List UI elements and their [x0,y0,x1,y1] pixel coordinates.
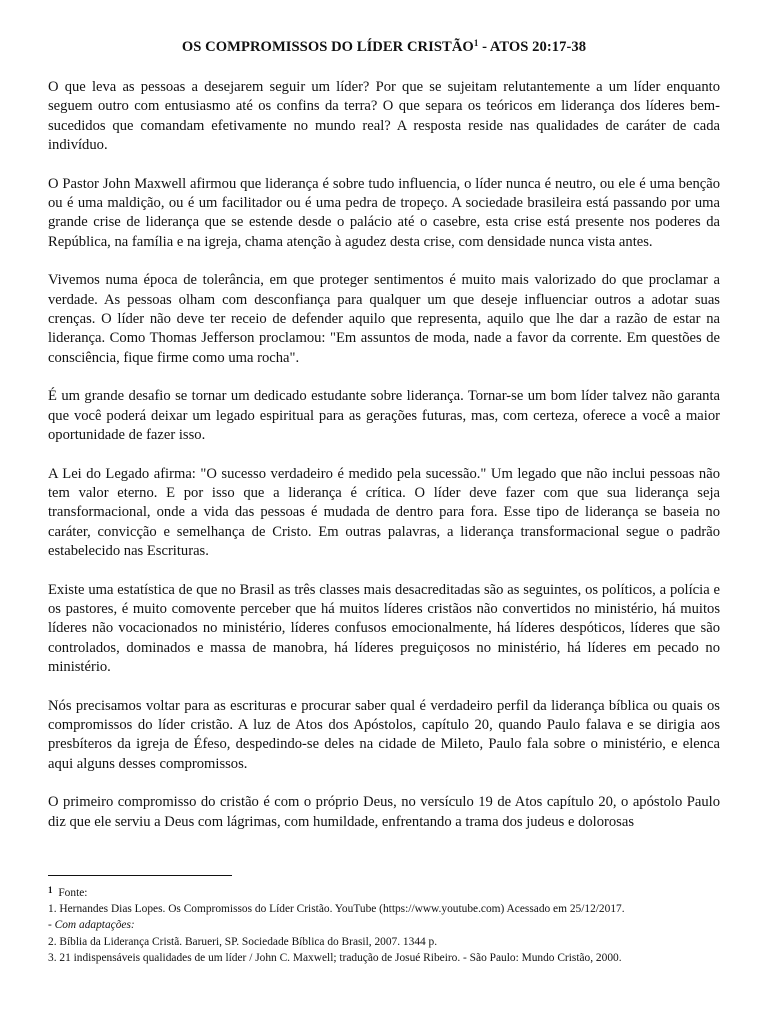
page-title [48,38,720,57]
paragraph-8: O primeiro compromisso do cristão é com o próprio Deus, no versículo 19 de Atos capítulo 20, o apóstolo Paulo diz que ele serviu a Deus com lágrimas, com humildade, enfrentando a trama dos judeus e dolorosas [48,794,720,830]
document-page [48,38,720,852]
title-text: OS COMPROMISSOS DO LÍDER CRISTÃO [181,39,474,55]
footnote-mark: 1 [48,885,53,895]
footnote-line-2: - Com adaptações: [48,919,135,932]
footnotes-section [48,875,720,966]
paragraph-1: O que leva as pessoas a desejarem seguir um líder? Por que se sujeitam relutantemente a um líder enquanto seguem outro com entusiasmo até os confins da terra? O que separa os teóricos em liderança dos líderes bem-sucedidos que comandam efetivamente no mundo real? A resposta reside nas qualidades de caráter de cada indivíduo. [48,79,720,153]
footnote-line-4: 3. 21 indispensáveis qualidades de um líder / John C. Maxwell; tradução de Josué Ribeiro. - São Paulo: Mundo Cristão, 2000. [48,951,622,964]
paragraph-5: A Lei do Legado afirma: "O sucesso verdadeiro é medido pela sucessão." Um legado que não inclui pessoas não tem valor eterno. E por isso que a liderança é crítica. O líder deve fazer com que sua liderança seja transformacional, onde a vida das pessoas é mudada de dentro para fora. Esse tipo de liderança se baseia no caráter, convicção e semelhança de Cristo. Em outras palavras, a liderança transformacional segue o padrão estabelecido nas Escrituras. [48,465,720,559]
footnote-line-3: 2. Bíblia da Liderança Cristã. Barueri, SP. Sociedade Bíblica do Brasil, 2007. 1344 p. [48,935,438,948]
footnote-heading-text: Fonte: [55,887,88,899]
title-footnote-mark[interactable]: 1 [473,38,479,48]
paragraph-4: É um grande desafio se tornar um dedicado estudante sobre liderança. Tornar-se um bom líder talvez não garanta que você poderá deixar um legado espiritual para as gerações futuras, mas, com certeza, oferece a você a maior oportunidade de fazer isso. [48,388,720,443]
footnote-divider [48,875,232,876]
paragraph-6: Existe uma estatística de que no Brasil as três classes mais desacreditadas são as seguintes, os políticos, a polícia e os pastores, é muito comovente perceber que há muitos líderes cristãos não convertidos no ministério, há muitos líderes não vocacionados no ministério, líderes confusos emocionalmente, há líderes despóticos, líderes que são controlados, dominados e massa de manobra, há líderes preguiçosos no ministério, há líderes em pecado no ministério. [48,581,720,675]
title-suffix: - ATOS 20:17-38 [478,39,587,55]
paragraph-7: Nós precisamos voltar para as escrituras e procurar saber qual é verdadeiro perfil da liderança bíblica ou quais os compromissos do líder cristão. A luz de Atos dos Apóstolos, capítulo 20, quando Paulo falava e se dirigia aos presbíteros da igreja de Éfeso, despedindo-se deles na cidade de Mileto, Paulo fala sobre o ministério, e elenca aqui alguns desses compromissos. [48,697,720,772]
footnote-line-1: 1. Hernandes Dias Lopes. Os Compromissos do Líder Cristão. YouTube (https://www.youtube.com) Acessado em 25/12/2017. [48,903,625,916]
footnote-heading [48,882,720,901]
paragraph-2: O Pastor John Maxwell afirmou que liderança é sobre tudo influencia, o líder nunca é neutro, ou ele é uma benção ou é uma maldição, ou é um facilitador ou é uma pedra de tropeço. A sociedade brasileira está passando por uma grande crise de liderança que se estende desde o palácio até o casebre, esta crise está presente nos poderes da República, na família e na igreja, chama atenção à agudez desta crise, com densidade nunca vista antes. [48,175,720,250]
paragraph-3: Vivemos numa época de tolerância, em que proteger sentimentos é muito mais valorizado do que proclamar a verdade. As pessoas olham com desconfiança para qualquer um que deseje influenciar outros a adotar suas crenças. O líder não deve ter receio de defender aquilo que representa, aquilo que lhe dar a razão de estar na liderança. Como Thomas Jefferson proclamou: "Em assuntos de moda, nade a favor da corrente. Em questões de consciência, fique firme como uma rocha". [48,272,720,366]
